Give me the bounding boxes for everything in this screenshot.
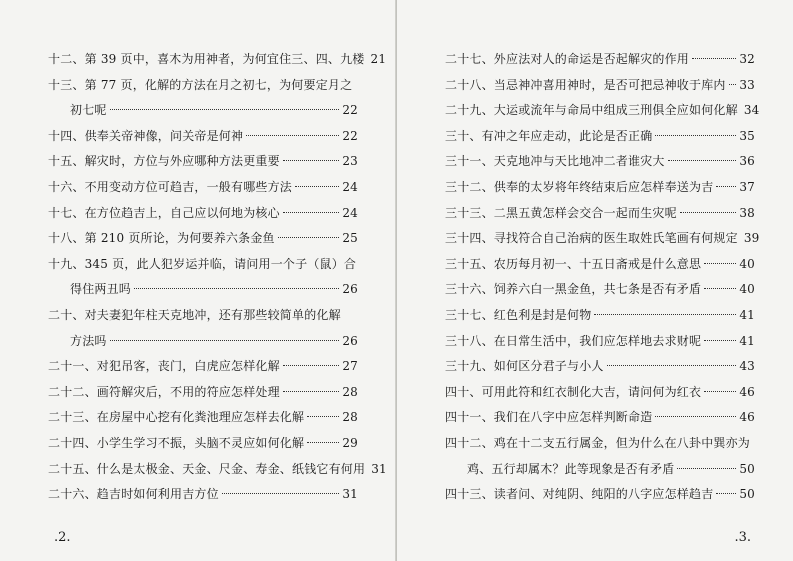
toc-entry-title: 三十、有冲之年应走动，此论是否正确 xyxy=(445,128,653,143)
toc-dot-leader xyxy=(704,340,736,341)
toc-entry-title: 二十一、对犯吊客，丧门，白虎应怎样化解 xyxy=(48,359,280,374)
toc-entry xyxy=(48,47,387,73)
toc-entry-row xyxy=(445,149,755,175)
toc-dot-leader xyxy=(668,160,737,161)
toc-entry-page: 37 xyxy=(739,179,755,194)
toc-dot-leader xyxy=(295,186,339,187)
toc-entry-title: 三十四、寻找符合自己治病的医生取姓氏笔画有何规定 xyxy=(445,231,738,246)
toc-entry xyxy=(445,457,755,483)
right-page xyxy=(397,0,793,561)
toc-entry-page: 29 xyxy=(342,435,358,450)
toc-entry-page: 27 xyxy=(342,359,358,374)
toc-entry-page: 40 xyxy=(739,256,755,271)
toc-entry-title: 十九、345 页，此人犯岁运并临，请问用一个子（鼠）合 xyxy=(48,256,357,271)
toc-entry-page: 46 xyxy=(739,410,755,425)
toc-dot-leader xyxy=(283,365,340,366)
toc-dot-leader xyxy=(704,391,736,392)
toc-entry xyxy=(48,73,358,99)
toc-entry-title: 二十、对夫妻犯年柱天克地冲，还有那些较简单的化解 xyxy=(48,307,341,322)
toc-entry-title: 十五、解灾时，方位与外应哪种方法更重要 xyxy=(48,154,280,169)
toc-entry-page: 22 xyxy=(342,128,358,143)
toc-entry-title: 十三、第 77 页，化解的方法在月之初七，为何要定月之 xyxy=(48,77,353,92)
toc-entry-row xyxy=(445,47,755,73)
left-page-number: .2. xyxy=(54,530,71,545)
toc-entry-row xyxy=(445,380,755,406)
toc-entry-row xyxy=(48,201,358,227)
toc-entry xyxy=(48,124,358,150)
toc-entry-row xyxy=(445,329,755,355)
toc-entry-title: 十六、不用变动方位可趋吉，一般有哪些方法 xyxy=(48,179,293,194)
toc-dot-leader xyxy=(246,135,339,136)
toc-dot-leader xyxy=(677,468,736,469)
left-toc xyxy=(0,47,396,508)
toc-entry xyxy=(48,405,358,431)
toc-dot-leader xyxy=(134,288,339,289)
toc-entry-page: 38 xyxy=(739,205,755,220)
toc-dot-leader xyxy=(716,186,736,187)
toc-entry-title: 四十二、鸡在十二支五行属金，但为什么在八卦中巽亦为 xyxy=(445,435,751,450)
toc-entry-row xyxy=(48,482,358,508)
toc-entry xyxy=(445,303,755,329)
toc-entry-title: 初七呢 xyxy=(70,103,107,118)
toc-entry-title: 十四、供奉关帝神像，问关帝是何神 xyxy=(48,128,244,143)
toc-entry xyxy=(48,149,358,175)
toc-entry-title: 三十八、在日常生活中，我们应怎样地去求财呢 xyxy=(445,333,702,348)
toc-entry-title: 三十五、农历每月初一、十五日斋戒是什么意思 xyxy=(445,256,702,271)
toc-dot-leader xyxy=(283,160,340,161)
toc-entry xyxy=(48,457,387,483)
toc-entry-title: 四十、可用此符和红衣制化大吉，请问何为红衣 xyxy=(445,384,702,399)
toc-entry xyxy=(445,329,755,355)
toc-entry-row xyxy=(48,457,387,483)
toc-entry-page: 23 xyxy=(342,154,358,169)
toc-entry-page: 43 xyxy=(739,359,755,374)
toc-entry xyxy=(445,175,755,201)
toc-entry-title: 三十三、二黑五黄怎样会交合一起而生灾呢 xyxy=(445,205,677,220)
toc-entry xyxy=(445,431,755,457)
toc-entry-row xyxy=(48,329,358,355)
toc-entry-row xyxy=(48,252,358,278)
toc-entry-row xyxy=(48,149,358,175)
toc-entry-row xyxy=(445,457,755,483)
toc-entry-page: 21 xyxy=(370,52,387,66)
toc-entry-page: 22 xyxy=(342,103,358,118)
toc-entry xyxy=(48,482,358,508)
toc-entry-page: 41 xyxy=(739,307,755,322)
toc-entry-row xyxy=(445,252,755,278)
toc-entry-row xyxy=(48,226,358,252)
left-page xyxy=(0,0,396,561)
toc-dot-leader xyxy=(222,493,340,494)
toc-entry-row xyxy=(48,405,358,431)
toc-dot-leader xyxy=(729,84,737,85)
toc-entry xyxy=(445,149,755,175)
toc-entry-row xyxy=(445,226,760,252)
toc-entry-row xyxy=(48,354,358,380)
toc-entry-page: 50 xyxy=(739,487,755,502)
toc-entry-title: 二十九、大运或流年与命局中组成三刑俱全应如何化解 xyxy=(445,103,738,118)
toc-entry-title: 二十六、趋吉时如何利用吉方位 xyxy=(48,487,219,502)
toc-entry-title: 三十六、饲养六白一黑金鱼，共七条是否有矛盾 xyxy=(445,282,702,297)
toc-entry-row xyxy=(445,482,755,508)
toc-entry xyxy=(48,175,358,201)
toc-entry-title: 十七、在方位趋吉上，自己应以何地为核心 xyxy=(48,205,280,220)
toc-dot-leader xyxy=(283,391,340,392)
toc-entry-page: 36 xyxy=(739,154,755,169)
toc-entry xyxy=(445,277,755,303)
toc-entry-row xyxy=(48,431,358,457)
toc-entry-title: 十二、第 39 页中，喜木为用神者，为何宜住三、四、九楼 xyxy=(48,52,365,66)
toc-entry-page: 24 xyxy=(342,179,358,194)
toc-dot-leader xyxy=(655,416,736,417)
toc-entry xyxy=(445,98,760,124)
toc-entry-title: 二十二、画符解灾后，不用的符应怎样处理 xyxy=(48,384,280,399)
toc-entry xyxy=(445,124,755,150)
toc-entry-page: 26 xyxy=(342,282,358,297)
toc-entry xyxy=(445,354,755,380)
toc-entry-page: 28 xyxy=(342,384,358,399)
toc-dot-leader xyxy=(655,135,736,136)
toc-entry xyxy=(48,431,358,457)
toc-entry-row xyxy=(48,73,358,99)
toc-entry-row xyxy=(445,405,755,431)
toc-entry xyxy=(48,303,358,329)
toc-dot-leader xyxy=(594,314,736,315)
toc-entry-row xyxy=(445,175,755,201)
toc-entry-row xyxy=(48,98,358,124)
toc-dot-leader xyxy=(704,288,736,289)
toc-entry-page: 40 xyxy=(739,282,755,297)
toc-entry-page: 31 xyxy=(371,461,387,476)
toc-entry xyxy=(48,354,358,380)
toc-entry-row xyxy=(445,354,755,380)
toc-entry-title: 三十七、红色利是封是何物 xyxy=(445,307,592,322)
toc-entry-page: 33 xyxy=(739,77,755,92)
toc-entry-row xyxy=(48,277,358,303)
toc-entry-page: 26 xyxy=(342,333,358,348)
toc-entry-page: 24 xyxy=(342,205,358,220)
toc-entry-row xyxy=(445,73,755,99)
toc-dot-leader xyxy=(110,109,340,110)
toc-entry-title: 二十八、当忌神冲喜用神时，是否可把忌神收于库内 xyxy=(445,77,726,92)
toc-entry xyxy=(48,201,358,227)
toc-dot-leader xyxy=(692,58,736,59)
toc-entry-title: 四十三、读者问、对纯阴、纯阳的八字应怎样趋吉 xyxy=(445,487,714,502)
toc-entry-title: 二十七、外应法对人的命运是否起解灾的作用 xyxy=(445,52,690,66)
toc-entry-title: 得住两丑吗 xyxy=(70,282,132,297)
toc-entry-row xyxy=(48,380,358,406)
toc-entry xyxy=(48,98,358,124)
toc-entry-title: 方法吗 xyxy=(70,333,107,348)
toc-entry xyxy=(48,226,358,252)
toc-entry xyxy=(445,482,755,508)
right-page-number: .3. xyxy=(734,530,751,545)
toc-entry-row xyxy=(48,175,358,201)
toc-entry xyxy=(445,47,755,73)
toc-entry-row xyxy=(48,303,358,329)
toc-entry-page: 31 xyxy=(342,487,358,502)
toc-entry-row xyxy=(48,47,387,73)
toc-entry-page: 46 xyxy=(739,384,755,399)
toc-entry-title: 三十九、如何区分君子与小人 xyxy=(445,359,604,374)
toc-entry-row xyxy=(445,98,760,124)
toc-dot-leader xyxy=(680,212,737,213)
toc-entry-title: 鸡、五行却属木？此等现象是否有矛盾 xyxy=(467,461,675,476)
toc-entry-row xyxy=(445,431,755,457)
toc-dot-leader xyxy=(283,212,340,213)
toc-entry-page: 39 xyxy=(743,231,760,246)
toc-entry-page: 41 xyxy=(739,333,755,348)
toc-entry-page: 35 xyxy=(739,128,755,143)
toc-entry xyxy=(48,277,358,303)
toc-entry-row xyxy=(445,201,755,227)
toc-dot-leader xyxy=(110,340,340,341)
toc-entry-title: 二十五、什么是太极金、天金、尺金、寿金、纸钱它有何用 xyxy=(48,461,366,476)
toc-entry xyxy=(445,201,755,227)
toc-entry-page: 50 xyxy=(739,461,755,476)
toc-entry-page: 34 xyxy=(743,103,760,118)
toc-entry-page: 28 xyxy=(342,410,358,425)
toc-entry-page: 25 xyxy=(342,231,358,246)
toc-entry-title: 十八、第 210 页所论，为何要养六条金鱼 xyxy=(48,231,275,246)
toc-dot-leader xyxy=(716,493,736,494)
toc-entry xyxy=(48,329,358,355)
toc-entry-title: 三十一、天克地冲与天比地冲二者谁灾大 xyxy=(445,154,665,169)
toc-dot-leader xyxy=(307,416,339,417)
toc-entry-row xyxy=(445,124,755,150)
toc-dot-leader xyxy=(278,237,340,238)
toc-entry-row xyxy=(48,124,358,150)
toc-entry xyxy=(445,73,755,99)
toc-entry xyxy=(48,252,358,278)
toc-entry xyxy=(48,380,358,406)
toc-entry xyxy=(445,226,760,252)
toc-entry-row xyxy=(445,277,755,303)
toc-entry xyxy=(445,252,755,278)
toc-entry-title: 二十四、小学生学习不振，头脑不灵应如何化解 xyxy=(48,435,305,450)
toc-entry-title: 二十三、在房屋中心挖有化粪池理应怎样去化解 xyxy=(48,410,305,425)
toc-entry-page: 32 xyxy=(739,52,755,66)
toc-entry-row xyxy=(445,303,755,329)
toc-entry xyxy=(445,380,755,406)
toc-dot-leader xyxy=(607,365,737,366)
toc-dot-leader xyxy=(307,442,339,443)
toc-entry-title: 三十二、供奉的太岁将年终结束后应怎样奉送为吉 xyxy=(445,179,714,194)
toc-entry-title: 四十一、我们在八字中应怎样判断命造 xyxy=(445,410,653,425)
toc-dot-leader xyxy=(704,263,736,264)
toc-entry xyxy=(445,405,755,431)
right-toc xyxy=(397,47,793,508)
